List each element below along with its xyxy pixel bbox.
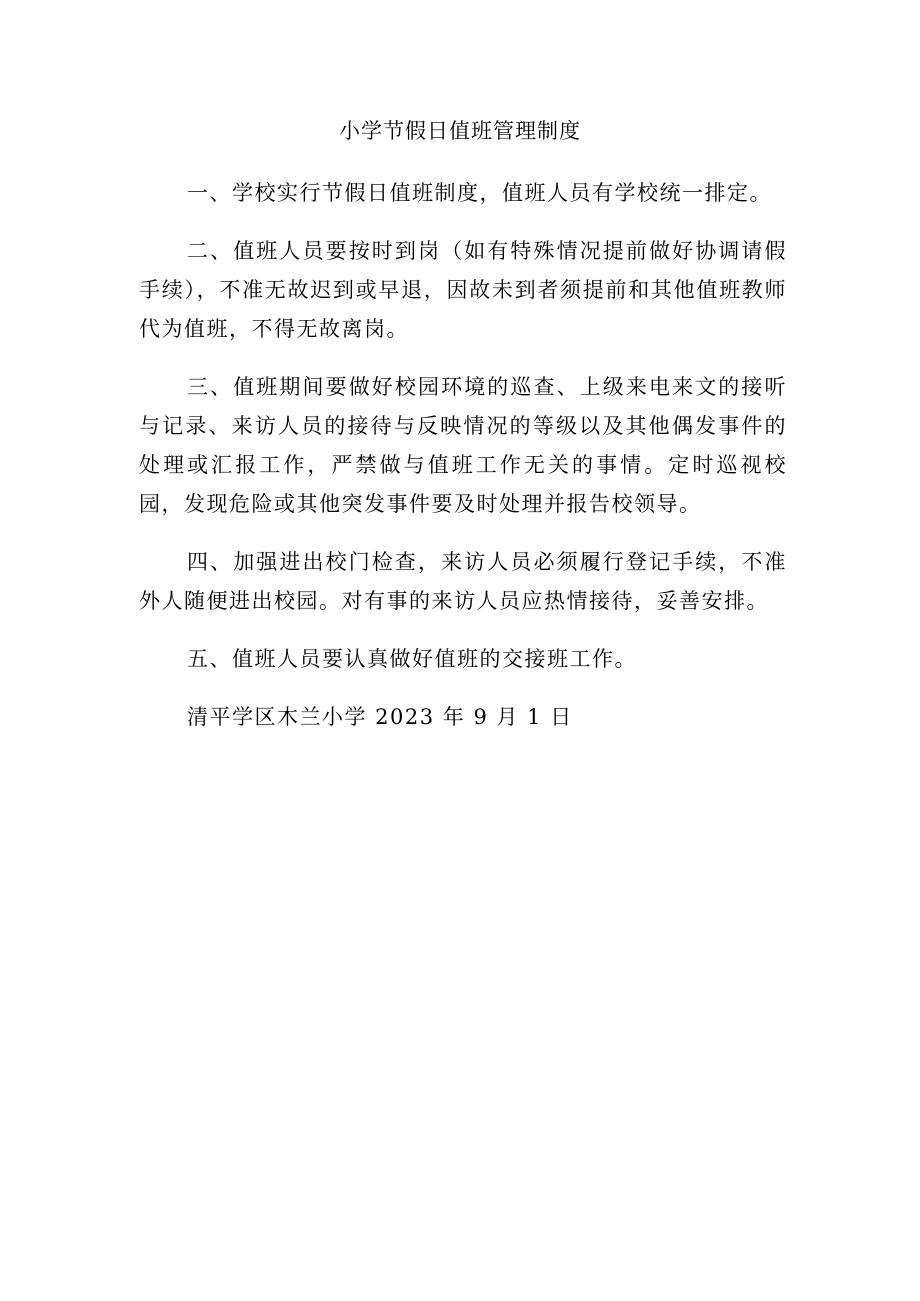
paragraph-2: 二、值班人员要按时到岗（如有特殊情况提前做好协调请假手续），不准无故迟到或早退，因故未到者须提前和其他值班教师代为值班，不得无故离岗。: [139, 239, 787, 341]
signature-line: 清平学区木兰小学 2023 年 9 月 1 日: [187, 705, 573, 729]
document-title: 小学节假日值班管理制度: [339, 119, 581, 143]
paragraph-1: 一、学校实行节假日值班制度，值班人员有学校统一排定。: [187, 181, 772, 205]
document-body: [139, 174, 787, 737]
paragraph-4: 四、加强进出校门检查，来访人员必须履行登记手续，不准外人随便进出校园。对有事的来访人员应热情接待，妥善安排。: [139, 550, 787, 613]
paragraph-5: 五、值班人员要认真做好值班的交接班工作。: [187, 647, 637, 671]
paragraph-3: 三、值班期间要做好校园环境的巡查、上级来电来文的接听与记录、来访人员的接待与反映情况的等级以及其他偶发事件的处理或汇报工作，严禁做与值班工作无关的事情。定时巡视校园，发现危险或其他突发事件要及时处理并报告校领导。: [139, 375, 787, 516]
